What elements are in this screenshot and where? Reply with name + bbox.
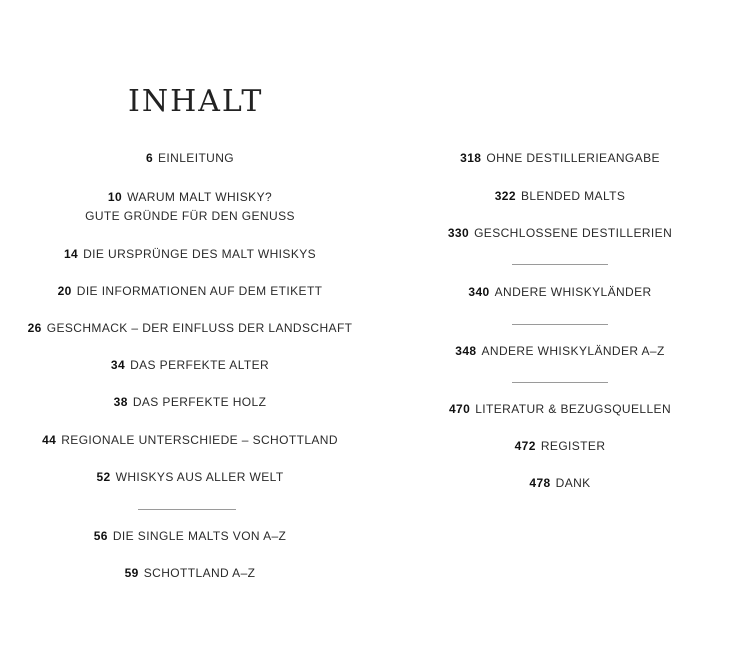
entry-subtitle: GUTE GRÜNDE FÜR DEN GENUSS bbox=[85, 209, 295, 223]
entry-title: DAS PERFEKTE ALTER bbox=[130, 358, 270, 372]
page-number: 330 bbox=[447, 226, 470, 240]
toc-entry[interactable] bbox=[390, 224, 730, 243]
toc-entry[interactable] bbox=[20, 431, 360, 450]
page-number: 52 bbox=[96, 470, 111, 484]
toc-entry[interactable] bbox=[20, 319, 360, 338]
divider bbox=[512, 324, 608, 325]
toc-entry[interactable] bbox=[390, 400, 730, 419]
toc-entry[interactable] bbox=[20, 245, 360, 264]
page-number: 470 bbox=[448, 402, 471, 416]
page-title: INHALT bbox=[128, 84, 264, 119]
entry-title: DIE INFORMATIONEN AUF DEM ETIKETT bbox=[76, 284, 323, 298]
entry-title: EINLEITUNG bbox=[158, 151, 235, 165]
toc-entry[interactable] bbox=[390, 437, 730, 456]
entry-title: OHNE DESTILLERIEANGABE bbox=[486, 151, 660, 165]
entry-title: WARUM MALT WHISKY? bbox=[127, 190, 273, 204]
page-number: 322 bbox=[494, 189, 516, 203]
divider bbox=[512, 264, 608, 265]
toc-entry[interactable] bbox=[20, 282, 360, 301]
entry-title: DIE URSPRÜNGE DES MALT WHISKYS bbox=[83, 247, 317, 261]
toc-entry[interactable] bbox=[20, 527, 360, 546]
page-number: 6 bbox=[145, 151, 154, 165]
page-number: 10 bbox=[107, 190, 123, 204]
page-number: 34 bbox=[110, 358, 126, 372]
entry-title: LITERATUR & BEZUGSQUELLEN bbox=[475, 402, 672, 416]
entry-title: ANDERE WHISKYLÄNDER A–Z bbox=[481, 344, 665, 358]
page-number: 38 bbox=[113, 395, 128, 409]
page-number: 44 bbox=[42, 433, 57, 447]
toc-entry[interactable] bbox=[20, 393, 360, 412]
toc-entry[interactable] bbox=[20, 356, 360, 375]
toc-entry[interactable] bbox=[390, 283, 730, 302]
toc-entry[interactable] bbox=[390, 474, 730, 493]
toc-entry[interactable] bbox=[20, 468, 360, 487]
page-number: 14 bbox=[63, 247, 79, 261]
entry-title: BLENDED MALTS bbox=[520, 189, 626, 203]
entry-title: ANDERE WHISKYLÄNDER bbox=[494, 285, 652, 299]
page-number: 340 bbox=[468, 285, 490, 299]
page-number: 20 bbox=[57, 284, 72, 298]
entry-title: WHISKYS AUS ALLER WELT bbox=[115, 470, 284, 484]
entry-title: SCHOTTLAND A–Z bbox=[143, 566, 256, 580]
entry-title: DIE SINGLE MALTS VON A–Z bbox=[112, 529, 287, 543]
divider bbox=[138, 509, 236, 510]
page-number: 59 bbox=[124, 566, 139, 580]
entry-title: DANK bbox=[555, 476, 591, 490]
toc-entry[interactable] bbox=[390, 187, 730, 206]
page-number: 348 bbox=[455, 344, 477, 358]
toc-entry[interactable] bbox=[390, 342, 730, 361]
page-number: 478 bbox=[529, 476, 551, 490]
toc-entry[interactable] bbox=[20, 564, 360, 583]
entry-title: REGIONALE UNTERSCHIEDE – SCHOTTLAND bbox=[61, 433, 338, 447]
toc-entry[interactable] bbox=[20, 149, 360, 168]
toc-entry[interactable] bbox=[20, 188, 360, 226]
page-number: 472 bbox=[514, 439, 536, 453]
entry-title: DAS PERFEKTE HOLZ bbox=[132, 395, 267, 409]
toc-entry[interactable] bbox=[390, 149, 730, 168]
entry-title: REGISTER bbox=[540, 439, 606, 453]
divider bbox=[512, 382, 608, 383]
page-number: 56 bbox=[93, 529, 108, 543]
page-number: 26 bbox=[27, 321, 42, 335]
page-number: 318 bbox=[460, 151, 482, 165]
entry-title: GESCHLOSSENE DESTILLERIEN bbox=[474, 226, 673, 240]
entry-title: GESCHMACK – DER EINFLUSS DER LANDSCHAFT bbox=[46, 321, 353, 335]
